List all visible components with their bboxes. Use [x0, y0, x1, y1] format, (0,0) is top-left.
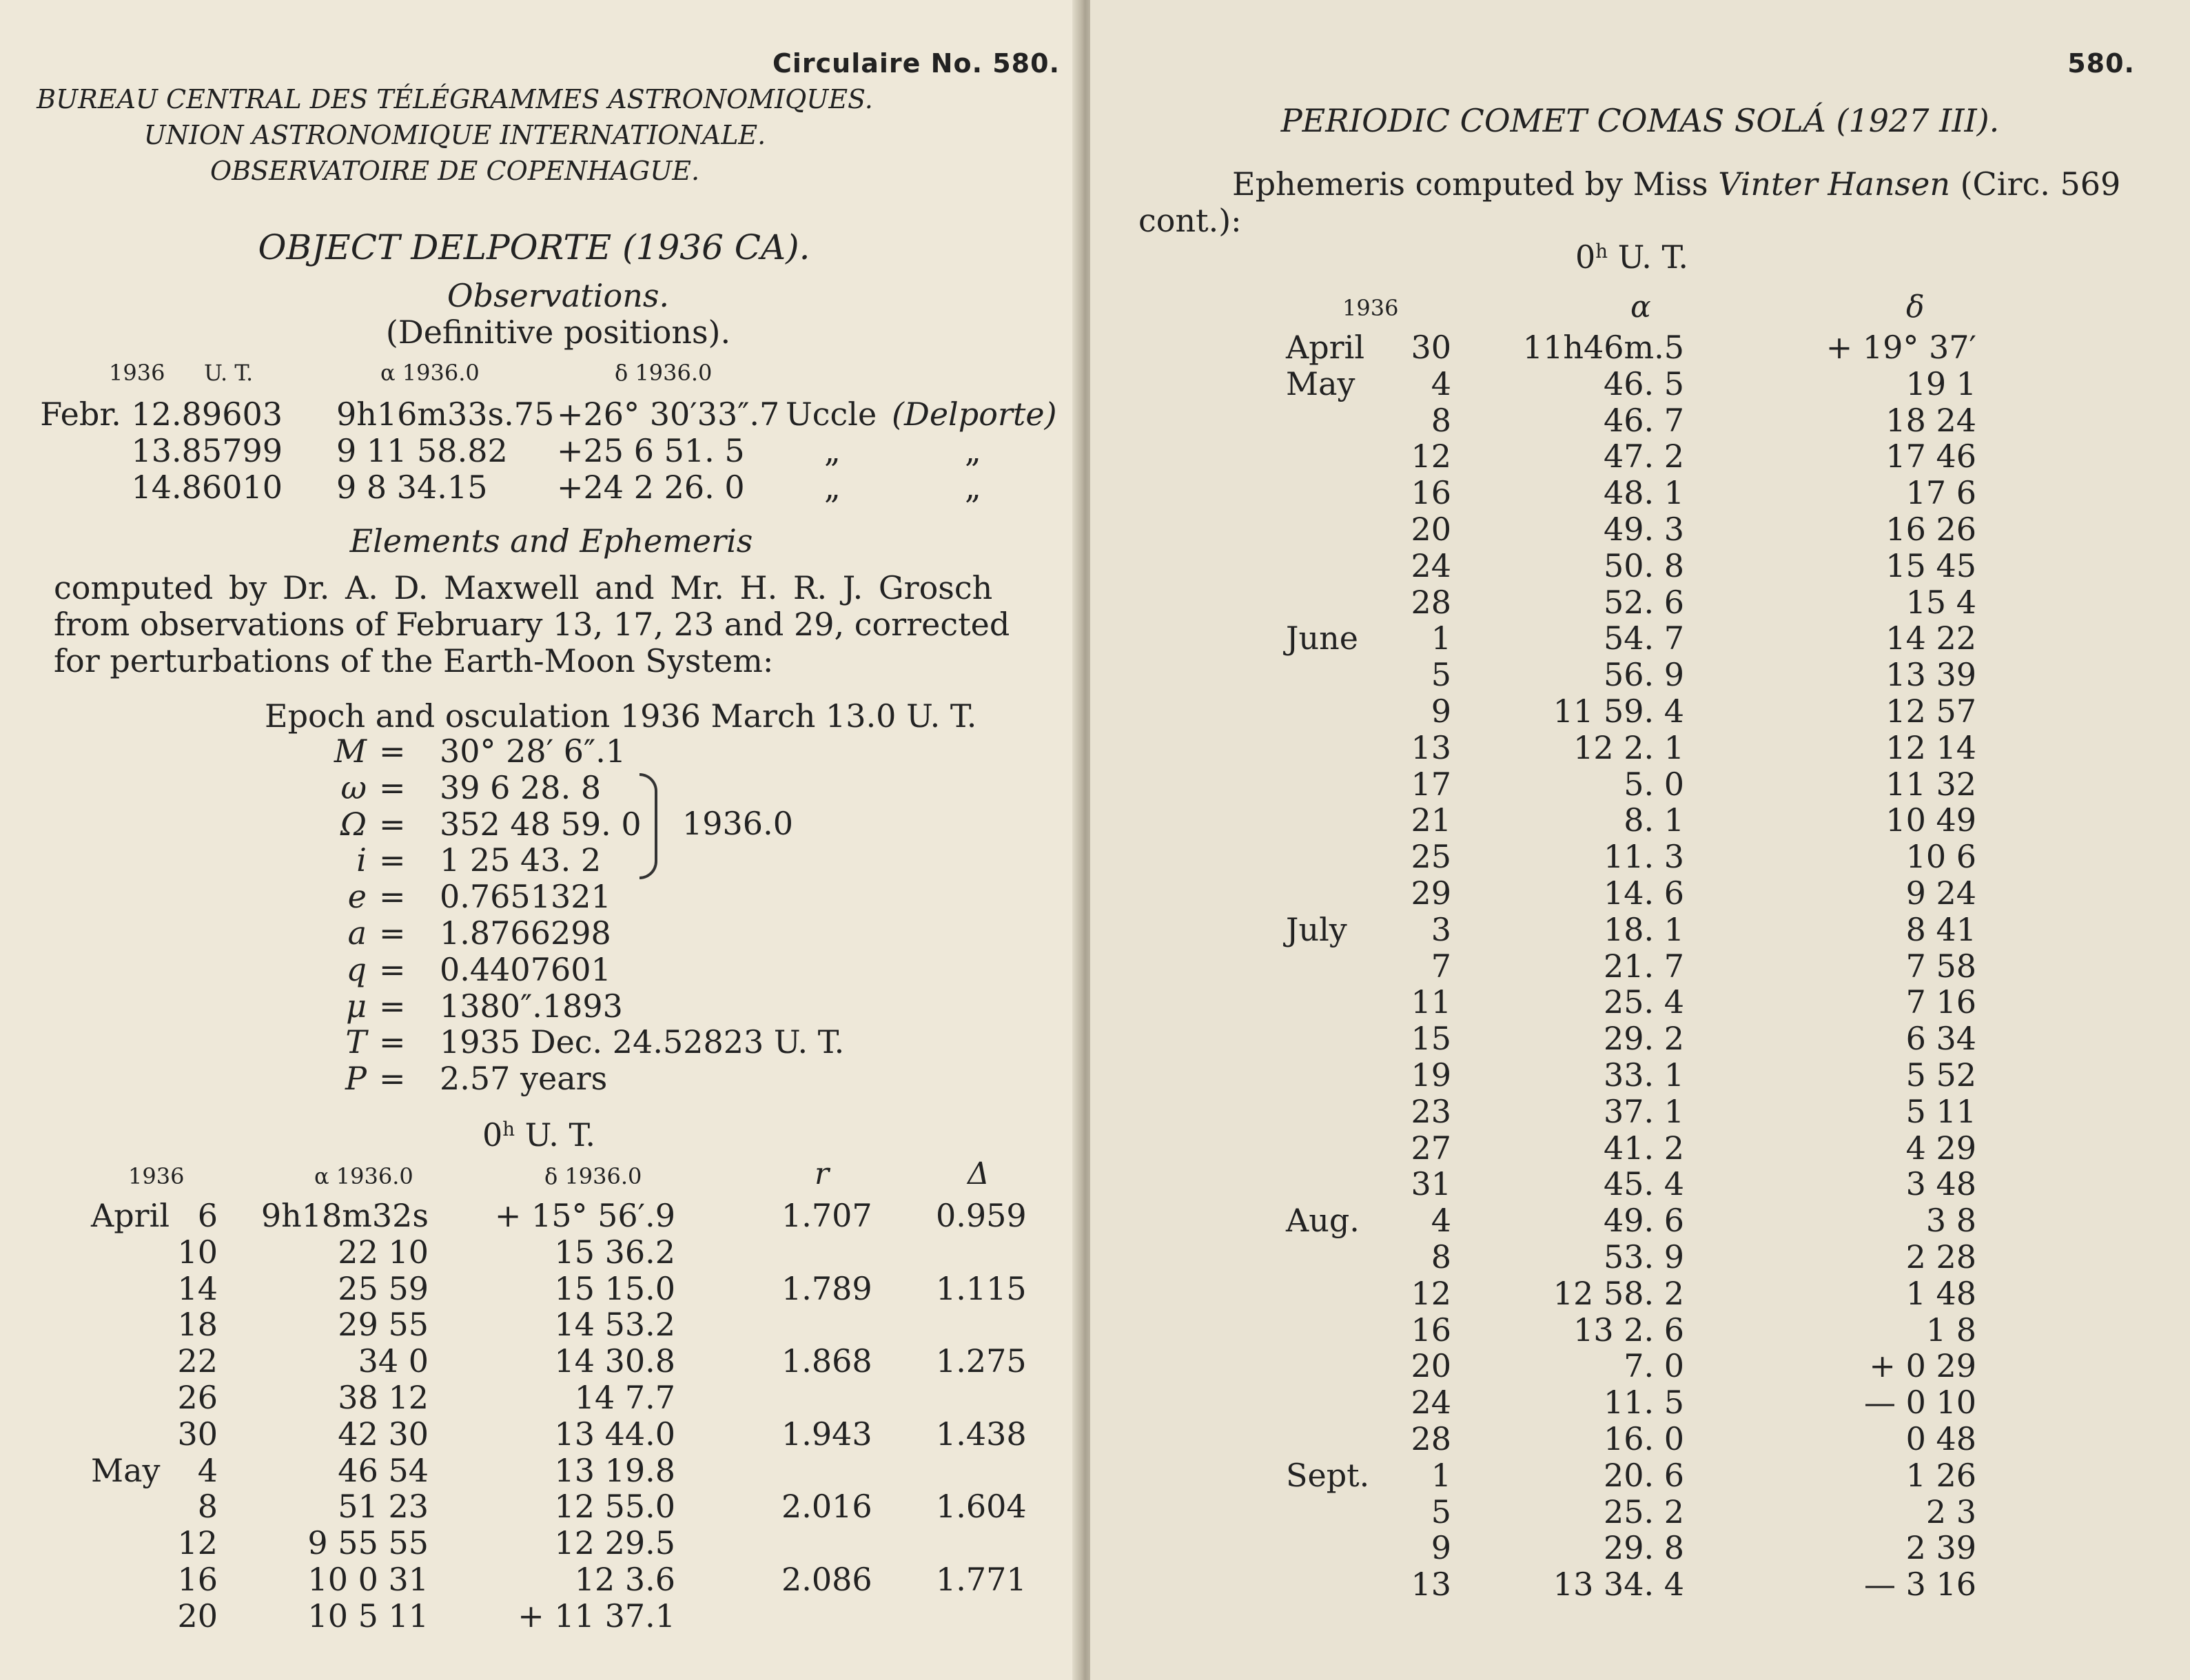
eph-r: 1.707	[781, 1197, 872, 1234]
comet-eph-ra: 50. 8	[1603, 546, 1684, 584]
comet-eph-dec: 11 32	[1885, 765, 1976, 803]
computer-name: Vinter Hansen	[1718, 165, 1950, 203]
obs-ra: 9 11 58.82	[336, 432, 508, 469]
comet-eph-dec: 2 28	[1905, 1238, 1976, 1276]
element-symbol: ω	[340, 768, 367, 806]
eph-ra: 25 59	[338, 1269, 429, 1307]
element-value: 352 48 59. 0	[440, 805, 642, 843]
obs-ra: 9h16m33s.75	[336, 396, 555, 433]
comet-eph-dec: 2 39	[1905, 1529, 1976, 1567]
comet-eph-ra: 29. 2	[1603, 1020, 1684, 1058]
comet-eph-ra: 8. 1	[1624, 801, 1684, 839]
obs-col-delta: δ 1936.0	[615, 360, 713, 386]
eph-r: 1.868	[781, 1342, 872, 1380]
intro-line-1	[1232, 165, 2120, 203]
eph-dec: + 15° 56′.9	[494, 1197, 675, 1234]
comet-eph-day: 9	[1431, 1529, 1451, 1567]
right-eph-heading: 0$^h$ U. T.	[1575, 238, 1689, 276]
eph-Delta: 1.771	[936, 1561, 1027, 1598]
comet-eph-day: 16	[1411, 1311, 1451, 1349]
eph-r: 1.789	[781, 1269, 872, 1307]
element-equals: =	[379, 1060, 406, 1098]
comet-eph-day: 20	[1411, 511, 1451, 548]
comet-eph-dec: 12 57	[1885, 693, 1976, 730]
header-line-3: OBSERVATOIRE DE COPENHAGUE.	[209, 156, 700, 186]
comet-eph-dec: 8 41	[1905, 910, 1976, 948]
comet-eph-dec: — 3 16	[1863, 1566, 1976, 1604]
comet-eph-ra: 12 2. 1	[1573, 728, 1684, 766]
obs-date: Febr. 12.89603	[40, 396, 283, 433]
comet-eph-dec: 1 48	[1905, 1274, 1976, 1312]
comet-eph-ra: 53. 9	[1603, 1238, 1684, 1276]
comet-eph-day: 7	[1431, 947, 1451, 985]
obs-ra: 9 8 34.15	[336, 469, 488, 506]
left-page	[0, 0, 1081, 1680]
comet-eph-ra: 45. 4	[1603, 1165, 1684, 1203]
eph-Delta: 1.604	[936, 1488, 1027, 1526]
obs-dec: +26° 30′33″.7	[557, 396, 780, 433]
elements-text-2: from observations of February 13, 17, 23 and 29, corrected	[54, 606, 1010, 643]
comet-eph-ra: 33. 1	[1603, 1056, 1684, 1094]
eph-day: 4	[197, 1451, 218, 1489]
comet-eph-dec: 12 14	[1885, 728, 1976, 766]
element-symbol: M	[334, 733, 367, 770]
eph-col-delta: δ 1936.0	[544, 1163, 642, 1189]
observations-heading: Observations.	[447, 277, 670, 314]
comet-eph-dec: 19 1	[1905, 365, 1976, 402]
obs-date: 14.86010	[131, 469, 283, 506]
comet-title: PERIODIC COMET COMAS SOLÁ (1927 III).	[1280, 102, 2000, 139]
comet-eph-day: 21	[1411, 801, 1451, 839]
eph-ra: 29 55	[338, 1306, 429, 1344]
eph-month: May	[91, 1451, 161, 1489]
eph-ra: 34 0	[358, 1342, 429, 1380]
element-symbol: T	[345, 1023, 367, 1061]
comet-eph-day: 15	[1411, 1020, 1451, 1058]
element-value: 2.57 years	[440, 1060, 608, 1098]
comet-eph-ra: 48. 1	[1603, 474, 1684, 512]
obs-col-year: 1936	[109, 360, 165, 386]
obs-col-ut: U. T.	[204, 360, 254, 386]
element-value: 39 6 28. 8	[440, 768, 602, 806]
eph-ra: 9 55 55	[307, 1524, 429, 1562]
element-equals: =	[379, 1023, 406, 1061]
element-symbol: q	[346, 950, 367, 988]
comet-eph-day: 24	[1411, 1384, 1451, 1422]
comet-eph-ra: 46. 7	[1603, 401, 1684, 439]
comet-eph-day: 20	[1411, 1347, 1451, 1385]
comet-eph-dec: 16 26	[1885, 511, 1976, 548]
comet-eph-dec: 5 52	[1905, 1056, 1976, 1094]
eph-day: 14	[177, 1269, 218, 1307]
comet-eph-day: 24	[1411, 546, 1451, 584]
comet-eph-day: 8	[1431, 1238, 1451, 1276]
comet-eph-ra: 11h46m.5	[1522, 329, 1684, 366]
comet-eph-dec: 6 34	[1905, 1020, 1976, 1058]
comet-eph-day: 4	[1431, 1202, 1451, 1240]
comet-eph-dec: 17 6	[1905, 474, 1976, 512]
comet-eph-dec: 5 11	[1905, 1092, 1976, 1130]
eph-ra: 10 5 11	[307, 1597, 429, 1635]
comet-eph-ra: 52. 6	[1603, 583, 1684, 621]
eph-dec: 12 29.5	[554, 1524, 675, 1562]
comet-eph-month: June	[1286, 619, 1358, 657]
right-col-year: 1936	[1342, 295, 1399, 321]
obs-observer: „	[965, 432, 981, 469]
eph-dec: 14 7.7	[574, 1379, 675, 1416]
left-eph-heading: 0$^h$ U. T.	[482, 1116, 596, 1154]
eph-day: 8	[197, 1488, 218, 1526]
comet-eph-ra: 25. 2	[1603, 1493, 1684, 1530]
obs-observer: „	[965, 469, 981, 506]
eph-day: 12	[177, 1524, 218, 1562]
element-value: 1.8766298	[440, 914, 611, 952]
comet-eph-day: 5	[1431, 656, 1451, 694]
comet-eph-dec: 9 24	[1905, 874, 1976, 912]
comet-eph-day: 23	[1411, 1092, 1451, 1130]
obs-place: „	[824, 432, 841, 469]
eph-dec: 15 15.0	[554, 1269, 675, 1307]
comet-eph-dec: 4 29	[1905, 1129, 1976, 1167]
obs-dec: +25 6 51. 5	[557, 432, 745, 469]
comet-eph-ra: 47. 2	[1603, 438, 1684, 475]
eph-r: 1.943	[781, 1415, 872, 1453]
comet-eph-ra: 5. 0	[1624, 765, 1684, 803]
comet-eph-ra: 46. 5	[1603, 365, 1684, 402]
comet-eph-day: 5	[1431, 1493, 1451, 1530]
eph-ra: 9h18m32s	[260, 1197, 429, 1234]
eph-dec: 15 36.2	[554, 1233, 675, 1271]
comet-eph-ra: 49. 3	[1603, 511, 1684, 548]
element-equals: =	[379, 914, 406, 952]
comet-eph-ra: 49. 6	[1603, 1202, 1684, 1240]
epoch-line: Epoch and osculation 1936 March 13.0 U. T.	[265, 697, 977, 735]
comet-eph-dec: 17 46	[1885, 438, 1976, 475]
element-equals: =	[379, 841, 406, 879]
element-symbol: P	[345, 1060, 367, 1098]
element-equals: =	[379, 878, 406, 916]
comet-eph-day: 28	[1411, 583, 1451, 621]
comet-eph-day: 29	[1411, 874, 1451, 912]
comet-eph-ra: 16. 0	[1603, 1420, 1684, 1457]
eph-Delta: 1.438	[936, 1415, 1027, 1453]
comet-eph-dec: 1 8	[1925, 1311, 1976, 1349]
eph-dec: + 11 37.1	[518, 1597, 675, 1635]
comet-eph-ra: 18. 1	[1603, 910, 1684, 948]
eph-dec: 13 19.8	[554, 1451, 675, 1489]
comet-eph-day: 13	[1411, 1566, 1451, 1604]
eph-day: 26	[177, 1379, 218, 1416]
eph-col-r: r	[815, 1156, 830, 1191]
intro-text-2: (Circ. 569	[1949, 165, 2121, 203]
comet-eph-day: 16	[1411, 474, 1451, 512]
comet-eph-dec: 15 45	[1885, 546, 1976, 584]
obs-place: Uccle	[786, 396, 877, 433]
element-value: 0.4407601	[440, 950, 611, 988]
eph-day: 6	[197, 1197, 218, 1234]
comet-eph-dec: — 0 10	[1863, 1384, 1976, 1422]
right-col-delta: δ	[1906, 289, 1925, 325]
page-number: 580.	[2067, 48, 2135, 79]
element-equals: =	[379, 733, 406, 770]
comet-eph-ra: 25. 4	[1603, 983, 1684, 1021]
comet-eph-ra: 12 58. 2	[1553, 1274, 1684, 1312]
header-line-1: BUREAU CENTRAL DES TÉLÉGRAMMES ASTRONOMIQUES.	[37, 84, 873, 114]
comet-eph-dec: 18 24	[1885, 401, 1976, 439]
element-equals: =	[379, 805, 406, 843]
element-symbol: μ	[346, 987, 367, 1025]
header-line-2: UNION ASTRONOMIQUE INTERNATIONALE.	[143, 120, 766, 150]
comet-eph-day: 4	[1431, 365, 1451, 402]
comet-eph-ra: 41. 2	[1603, 1129, 1684, 1167]
eph-day: 20	[177, 1597, 218, 1635]
eph-dec: 13 44.0	[554, 1415, 675, 1453]
eph-ra: 42 30	[338, 1415, 429, 1453]
comet-eph-ra: 37. 1	[1603, 1092, 1684, 1130]
comet-eph-dec: 2 3	[1925, 1493, 1976, 1530]
element-equals: =	[379, 768, 406, 806]
comet-eph-day: 8	[1431, 401, 1451, 439]
comet-eph-day: 12	[1411, 438, 1451, 475]
observations-subheading: (Definitive positions).	[385, 314, 731, 351]
comet-eph-day: 11	[1411, 983, 1451, 1021]
equinox-label: 1936.0	[682, 805, 793, 842]
eph-day: 18	[177, 1306, 218, 1344]
eph-dec: 12 55.0	[554, 1488, 675, 1526]
right-col-alpha: α	[1630, 289, 1651, 325]
eph-r: 2.086	[781, 1561, 872, 1598]
comet-eph-day: 9	[1431, 693, 1451, 730]
eph-col-year: 1936	[128, 1163, 185, 1189]
comet-eph-ra: 14. 6	[1603, 874, 1684, 912]
comet-eph-month: April	[1286, 329, 1365, 366]
comet-eph-ra: 11. 5	[1603, 1384, 1684, 1422]
comet-eph-ra: 29. 8	[1603, 1529, 1684, 1567]
eph-dec: 14 30.8	[554, 1342, 675, 1380]
element-symbol: a	[347, 914, 367, 952]
eph-day: 10	[177, 1233, 218, 1271]
comet-eph-dec: 3 48	[1905, 1165, 1976, 1203]
eph-Delta: 1.275	[936, 1342, 1027, 1380]
eph-col-alpha: α 1936.0	[314, 1163, 413, 1189]
eph-ra: 46 54	[338, 1451, 429, 1489]
comet-eph-dec: 15 4	[1905, 583, 1976, 621]
element-symbol: e	[347, 878, 367, 916]
circular-number: Circulaire No. 580.	[772, 48, 1060, 79]
element-equals: =	[379, 950, 406, 988]
obs-dec: +24 2 26. 0	[557, 469, 745, 506]
eph-Delta: 0.959	[936, 1197, 1027, 1234]
eph-day: 22	[177, 1342, 218, 1380]
obs-observer: (Delporte)	[892, 396, 1057, 433]
eph-ra: 22 10	[338, 1233, 429, 1271]
eph-day: 16	[177, 1561, 218, 1598]
element-equals: =	[379, 987, 406, 1025]
eph-ra: 51 23	[338, 1488, 429, 1526]
comet-eph-dec: 1 26	[1905, 1456, 1976, 1494]
comet-eph-month: Sept.	[1286, 1456, 1370, 1494]
comet-eph-day: 28	[1411, 1420, 1451, 1457]
comet-eph-dec: 10 49	[1885, 801, 1976, 839]
element-value: 1 25 43. 2	[440, 841, 602, 879]
comet-eph-dec: 10 6	[1905, 838, 1976, 876]
object-title: OBJECT DELPORTE (1936 CA).	[258, 227, 810, 267]
comet-eph-day: 27	[1411, 1129, 1451, 1167]
comet-eph-dec: + 0 29	[1869, 1347, 1976, 1385]
comet-eph-dec: 3 8	[1925, 1202, 1976, 1240]
comet-eph-day: 3	[1431, 910, 1451, 948]
eph-month: April	[91, 1197, 170, 1234]
obs-place: „	[824, 469, 841, 506]
comet-eph-dec: 7 58	[1905, 947, 1976, 985]
comet-eph-ra: 20. 6	[1603, 1456, 1684, 1494]
comet-eph-day: 1	[1431, 619, 1451, 657]
obs-date: 13.85799	[131, 432, 283, 469]
comet-eph-month: Aug.	[1286, 1202, 1360, 1240]
intro-text-1: Ephemeris computed by Miss	[1232, 165, 1719, 203]
comet-eph-ra: 54. 7	[1603, 619, 1684, 657]
comet-eph-ra: 11. 3	[1603, 838, 1684, 876]
eph-ra: 10 0 31	[307, 1561, 429, 1598]
element-value: 1935 Dec. 24.52823 U. T.	[440, 1023, 845, 1061]
elements-text-3: for perturbations of the Earth-Moon System:	[54, 642, 774, 679]
comet-eph-ra: 56. 9	[1603, 656, 1684, 694]
comet-eph-dec: + 19° 37′	[1825, 329, 1976, 366]
comet-eph-dec: 0 48	[1905, 1420, 1976, 1457]
comet-eph-ra: 13 34. 4	[1553, 1566, 1684, 1604]
element-value: 30° 28′ 6″.1	[440, 733, 626, 770]
comet-eph-day: 13	[1411, 728, 1451, 766]
eph-day: 30	[177, 1415, 218, 1453]
comet-eph-month: July	[1286, 910, 1347, 948]
comet-eph-dec: 13 39	[1885, 656, 1976, 694]
eph-dec: 12 3.6	[574, 1561, 675, 1598]
comet-eph-ra: 11 59. 4	[1553, 693, 1684, 730]
comet-eph-day: 31	[1411, 1165, 1451, 1203]
elements-text-1: computed by Dr. A. D. Maxwell and Mr. H. R. J. Grosch	[54, 569, 993, 606]
comet-eph-day: 19	[1411, 1056, 1451, 1094]
comet-eph-day: 12	[1411, 1274, 1451, 1312]
eph-Delta: 1.115	[936, 1269, 1027, 1307]
comet-eph-dec: 7 16	[1905, 983, 1976, 1021]
elements-brace-mid	[639, 808, 655, 877]
comet-eph-ra: 13 2. 6	[1573, 1311, 1684, 1349]
comet-eph-day: 25	[1411, 838, 1451, 876]
eph-ra: 38 12	[338, 1379, 429, 1416]
obs-col-alpha: α 1936.0	[380, 360, 480, 386]
comet-eph-day: 30	[1411, 329, 1451, 366]
eph-r: 2.016	[781, 1488, 872, 1526]
element-value: 1380″.1893	[440, 987, 623, 1025]
elements-heading: Elements and Ephemeris	[349, 522, 753, 560]
comet-eph-ra: 7. 0	[1624, 1347, 1684, 1385]
comet-eph-month: May	[1286, 365, 1355, 402]
comet-eph-day: 1	[1431, 1456, 1451, 1494]
right-page	[1090, 0, 2190, 1680]
eph-dec: 14 53.2	[554, 1306, 675, 1344]
element-value: 0.7651321	[440, 878, 611, 916]
eph-col-Delta: Δ	[968, 1156, 990, 1191]
comet-eph-ra: 21. 7	[1603, 947, 1684, 985]
element-symbol: Ω	[340, 805, 367, 843]
element-symbol: i	[356, 841, 367, 879]
comet-eph-dec: 14 22	[1885, 619, 1976, 657]
intro-line-2: cont.):	[1138, 202, 1242, 239]
comet-eph-day: 17	[1411, 765, 1451, 803]
